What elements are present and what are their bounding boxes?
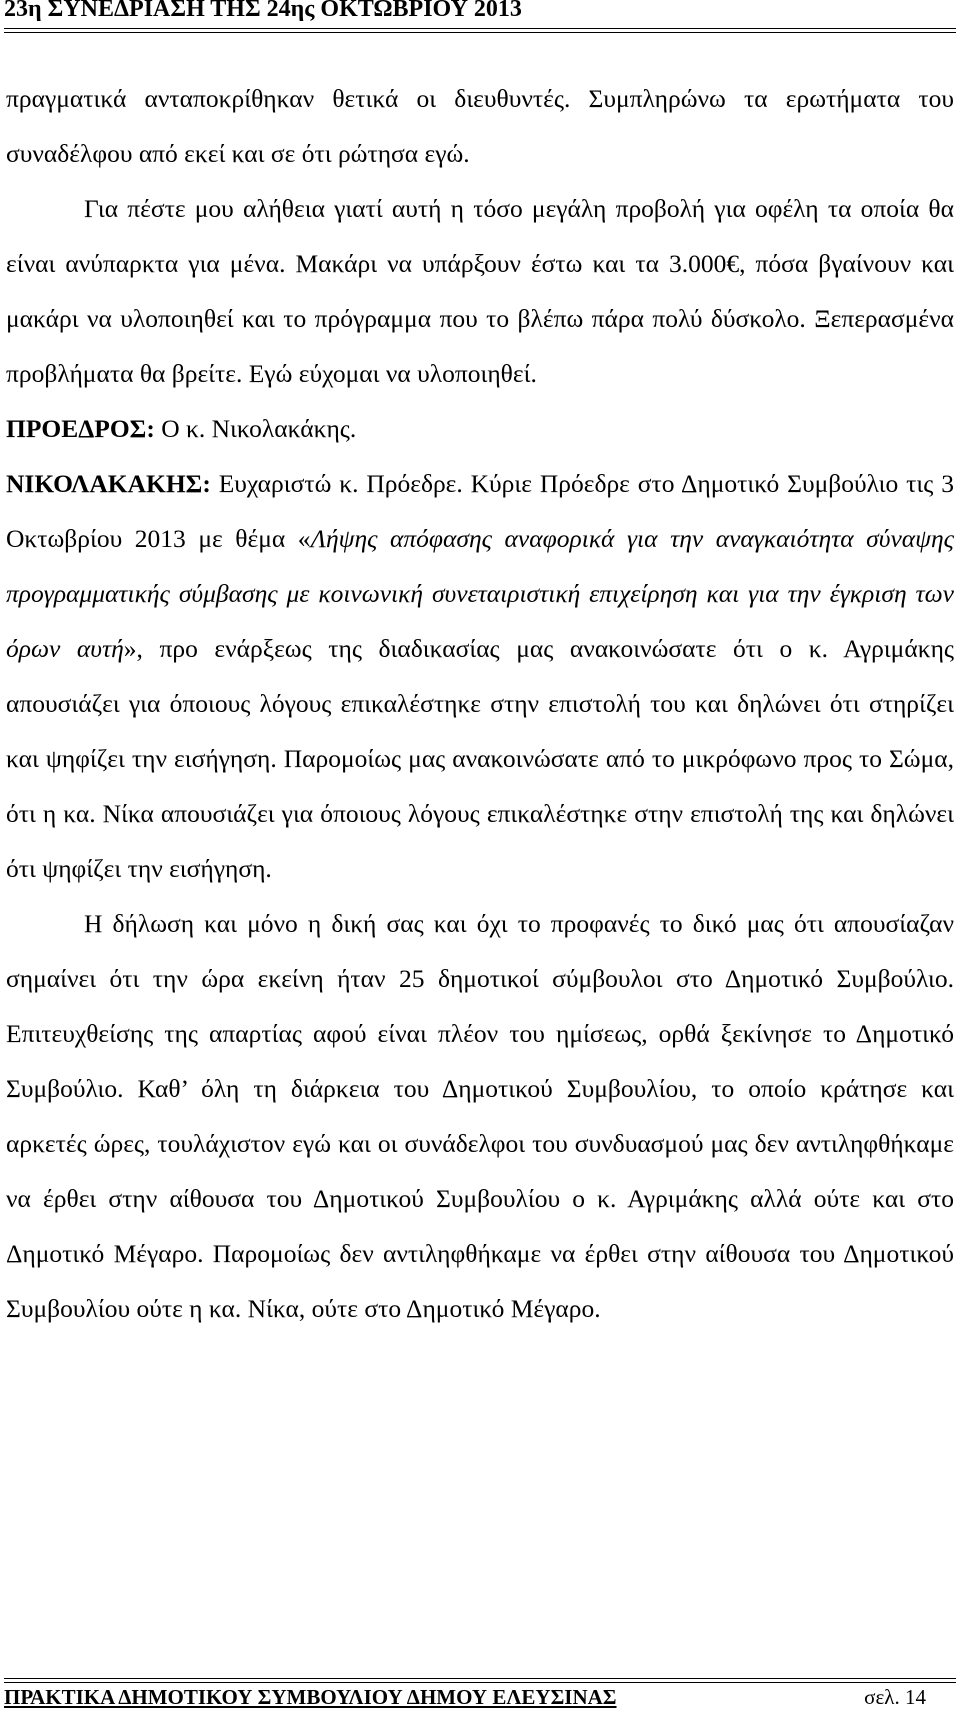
agenda-item-title: Λήψης απόφασης αναφορικά για την αναγκαιότητα σύναψης προγραμματικής σύμβασης με κοινωνική συνεταιριστική επιχείρηση και για την έγκριση των όρων αυτή xyxy=(6,524,954,663)
footer-rule-bottom xyxy=(4,1682,956,1683)
paragraph-chair xyxy=(6,401,954,456)
paragraph-1: πραγματικά ανταποκρίθηκαν θετικά οι διευθυντές. Συμπληρώνω τα ερωτήματα του συναδέλφου από εκεί και σε ότι ρώτησα εγώ. xyxy=(6,84,954,168)
page-footer xyxy=(4,1684,956,1710)
speech-text-b: », προ ενάρξεως της διαδικασίας μας ανακοινώσατε ότι ο κ. Αγριμάκης απουσιάζει για όποιους λόγους επικαλέστηκε στην επιστολή του και δηλώνει ότι στηρίζει και ψηφίζει την εισήγηση. Παρομοίως μας ανακοινώσατε από το μικρόφωνο προς το Σώμα, ότι η κα. Νίκα απουσιάζει για όποιους λόγους επικαλέστηκε στην επιστολή της και δηλώνει ότι ψηφίζει την εισήγηση. xyxy=(6,634,954,883)
paragraph-2: Για πέστε μου αλήθεια γιατί αυτή η τόσο μεγάλη προβολή για οφέλη τα οποία θα είναι ανύπαρκτα για μένα. Μακάρι να υπάρξουν έστω και τα 3.000€, πόσα βγαίνουν και μακάρι να υλοποιηθεί και το πρόγραμμα που το βλέπω πάρα πολύ δύσκολο. Ξεπερασμένα προβλήματα θα βρείτε. Εγώ εύχομαι να υλοποιηθεί. xyxy=(6,194,954,388)
session-title: 23η ΣΥΝΕΔΡΙΑΣΗ ΤΗΣ 24ης ΟΚΤΩΒΡΙΟΥ 2013 xyxy=(4,0,522,22)
minutes-body xyxy=(6,71,954,1336)
footer-rule-top xyxy=(4,1678,956,1679)
header-rule-top xyxy=(4,28,956,29)
page-number: σελ. 14 xyxy=(864,1685,926,1709)
speaker-nikolakakis: ΝΙΚΟΛΑΚΑΚΗΣ: xyxy=(6,469,211,498)
page-header xyxy=(4,0,956,24)
speaker-chair: ΠΡΟΕΔΡΟΣ: xyxy=(6,414,155,443)
footer-title: ΠΡΑΚΤΙΚΑ ΔΗΜΟΤΙΚΟΥ ΣΥΜΒΟΥΛΙΟΥ ΔΗΜΟΥ ΕΛΕΥΣΙΝΑΣ xyxy=(4,1685,617,1709)
header-rule-bottom xyxy=(4,32,956,33)
chair-remark: Ο κ. Νικολακάκης. xyxy=(154,414,357,443)
speech-text-a: Ευχαριστώ κ. Πρόεδρε. Κύριε Πρόεδρε στο Δημοτικό Συμβούλιο τις 3 Οκτωβρίου 2013 με θέμα « xyxy=(6,469,954,553)
paragraph-5: Η δήλωση και μόνο η δική σας και όχι το προφανές το δικό μας ότι απουσίαζαν σημαίνει ότι την ώρα εκείνη ήταν 25 δημοτικοί σύμβουλοι στο Δημοτικό Συμβούλιο. Επιτευχθείσης της απαρτίας αφού είναι πλέον του ημίσεως, ορθά ξεκίνησε το Δημοτικό Συμβούλιο. Καθ’ όλη τη διάρκεια του Δημοτικού Συμβουλίου, το οποίο κράτησε και αρκετές ώρες, τουλάχιστον εγώ και οι συνάδελφοι του συνδυασμού μας δεν αντιληφθήκαμε να έρθει στην αίθουσα του Δημοτικού Συμβουλίου ο κ. Αγριμάκης αλλά ούτε και στο Δημοτικό Μέγαρο. Παρομοίως δεν αντιληφθήκαμε να έρθει στην αίθουσα του Δημοτικού Συμβουλίου ούτε η κα. Νίκα, ούτε στο Δημοτικό Μέγαρο. xyxy=(6,909,954,1323)
paragraph-nikolakakis xyxy=(6,456,954,896)
